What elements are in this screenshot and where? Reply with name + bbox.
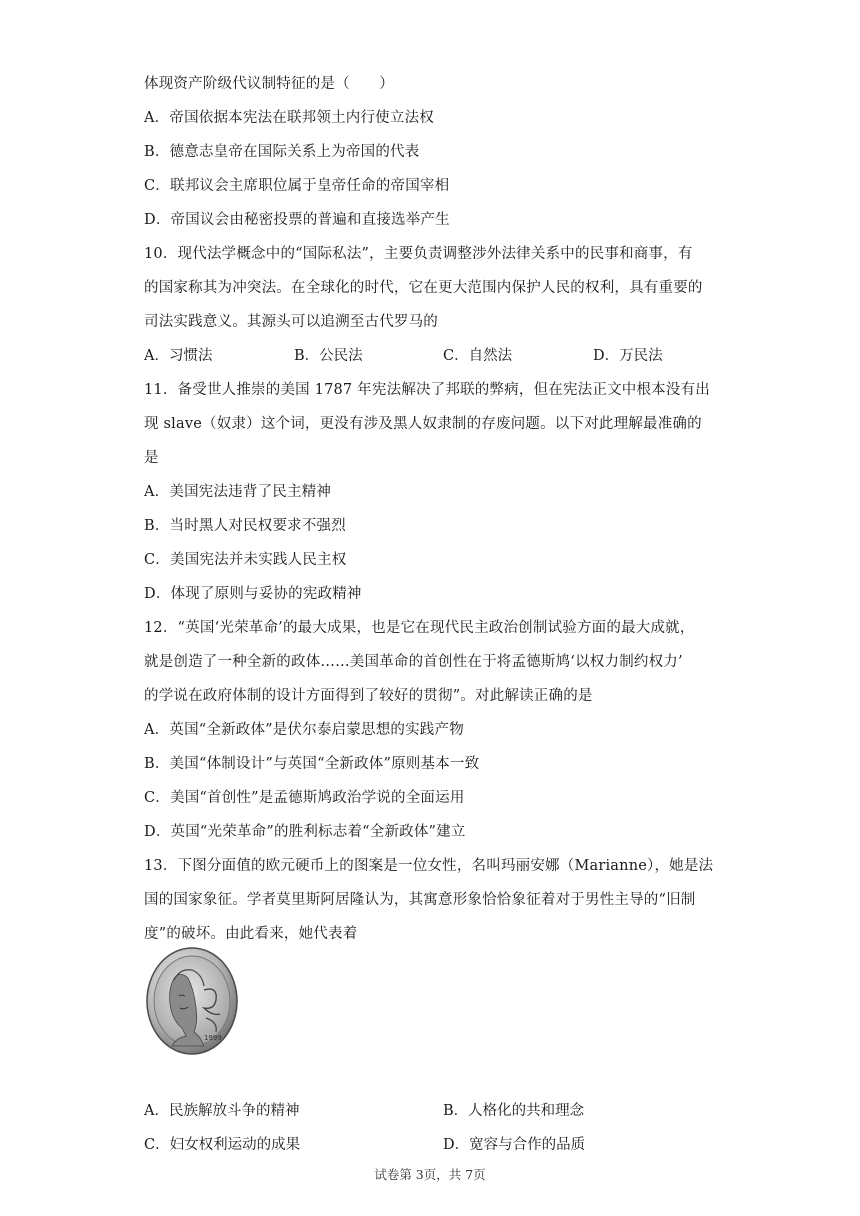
q11-option-b: B．当时黑人对民权要求不强烈: [144, 518, 346, 534]
q9-option-c: C．联邦议会主席职位属于皇帝任命的帝国宰相: [144, 178, 450, 194]
q11-option-d: D．体现了原则与妥协的宪政精神: [144, 586, 362, 602]
q12-stem-line-2: 就是创造了一种全新的政体……美国革命的首创性在于将孟德斯鸠‘以权力制约权力’: [144, 654, 683, 670]
q10-stem-line-3: 司法实践意义。其源头可以追溯至古代罗马的: [144, 314, 438, 330]
q12-option-a: A．英国“全新政体”是伏尔泰启蒙思想的实践产物: [144, 722, 464, 738]
coin-year: 1999: [204, 1034, 222, 1042]
q9-stem-tail: 体现资产阶级代议制特征的是（ ）: [144, 76, 394, 92]
marianne-coin-icon: [146, 946, 238, 1056]
euro-coin-image: [146, 946, 238, 1056]
q9-option-b: B．德意志皇帝在国际关系上为帝国的代表: [144, 144, 420, 160]
q13-option-c: C．妇女权利运动的成果: [144, 1137, 301, 1153]
q12-stem-line-1: 12．“英国‘光荣革命’的最大成果，也是它在现代民主政治创制试验方面的最大成就，: [144, 620, 695, 636]
q11-stem-line-3: 是: [144, 450, 159, 466]
q13-options-row-2: [0, 1133, 860, 1153]
q13-option-d: D．宽容与合作的品质: [443, 1137, 586, 1153]
q10-stem-line-2: 的国家称其为冲突法。在全球化的时代，它在更大范围内保护人民的权利，具有重要的: [144, 280, 703, 296]
q10-option-a: A．习惯法: [144, 348, 213, 364]
q9-option-d: D．帝国议会由秘密投票的普遍和直接选举产生: [144, 212, 450, 228]
q10-stem-line-1: 10．现代法学概念中的“国际私法”，主要负责调整涉外法律关系中的民事和商事，有: [144, 246, 693, 262]
q12-option-d: D．英国“光荣革命”的胜利标志着“全新政体”建立: [144, 824, 466, 840]
q12-option-b: B．美国“体制设计”与英国“全新政体”原则基本一致: [144, 756, 480, 772]
q13-stem-line-1: 13．下图分面值的欧元硬币上的图案是一位女性，名叫玛丽安娜（Marianne），她是法: [144, 858, 714, 874]
q10-option-d: D．万民法: [593, 348, 663, 364]
q12-option-c: C．美国“首创性”是孟德斯鸠政治学说的全面运用: [144, 790, 465, 806]
q10-option-b: B．公民法: [294, 348, 363, 364]
page-footer: 试卷第 3页，共 7页: [374, 1167, 486, 1182]
q13-options-row-1: [0, 1099, 860, 1119]
q10-options: [0, 344, 860, 364]
q11-option-c: C．美国宪法并未实践人民主权: [144, 552, 347, 568]
q13-stem-line-3: 度”的破坏。由此看来，她代表着: [144, 926, 358, 942]
q13-option-b: B．人格化的共和理念: [443, 1103, 585, 1119]
q13-option-a: A．民族解放斗争的精神: [144, 1103, 300, 1119]
q11-stem-line-1: 11．备受世人推崇的美国 1787 年宪法解决了邦联的弊病，但在宪法正文中根本没有出: [144, 382, 710, 398]
q9-option-a: A．帝国依据本宪法在联邦领土内行使立法权: [144, 110, 434, 126]
q11-stem-line-2: 现 slave（奴隶）这个词，更没有涉及黑人奴隶制的存废问题。以下对此理解最准确的: [144, 416, 702, 432]
q10-option-c: C．自然法: [443, 348, 513, 364]
q11-option-a: A．美国宪法违背了民主精神: [144, 484, 332, 500]
q12-stem-line-3: 的学说在政府体制的设计方面得到了较好的贯彻”。对此解读正确的是: [144, 688, 593, 704]
q13-stem-line-2: 国的国家象征。学者莫里斯阿居隆认为，其寓意形象恰恰象征着对于男性主导的“旧制: [144, 892, 696, 908]
